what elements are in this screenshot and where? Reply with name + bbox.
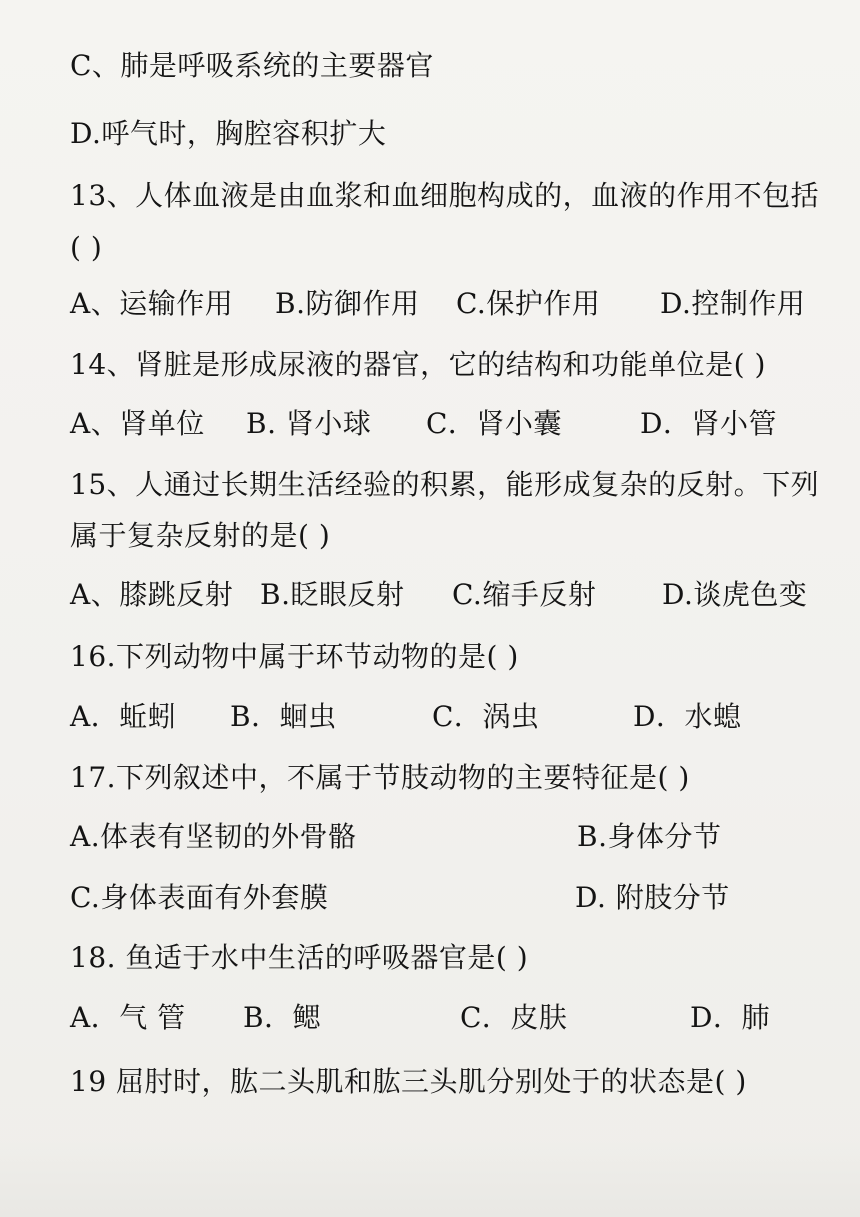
question-16-text: 16.下列动物中属于环节动物的是( )	[70, 640, 519, 673]
q15-option-b: B.眨眼反射	[260, 578, 405, 611]
question-18-text: 18. 鱼适于水中生活的呼吸器官是( )	[70, 941, 529, 974]
q15-option-a: A、膝跳反射	[70, 578, 234, 611]
question-14-options	[70, 406, 808, 442]
q18-option-d: D．肺	[690, 1001, 770, 1034]
question-15-text: 15、人通过长期生活经验的积累，能形成复杂的反射。下列	[70, 468, 820, 501]
question-13-bracket: ( )	[70, 231, 103, 264]
q14-option-c: C．肾小囊	[426, 407, 562, 440]
q14-option-a: A、肾单位	[70, 407, 205, 440]
question-17-options-row-2	[70, 880, 808, 916]
q14-option-d: D．肾小管	[640, 407, 777, 440]
q18-option-c: C．皮肤	[460, 1001, 568, 1034]
question-14-text: 14、肾脏是形成尿液的器官，它的结构和功能单位是( )	[70, 348, 766, 381]
q17-option-d: D. 附肢分节	[575, 881, 730, 914]
question-19-text: 19 屈肘时，肱二头肌和肱三头肌分别处于的状态是( )	[70, 1065, 747, 1098]
q15-option-c: C.缩手反射	[452, 578, 597, 611]
q17-option-a: A.体表有坚韧的外骨骼	[70, 820, 357, 853]
q16-option-a: A．蚯蚓	[70, 700, 177, 733]
q15-option-d: D.谈虎色变	[662, 578, 808, 611]
option-d-exhale: D.呼气时，胸腔容积扩大	[70, 117, 387, 150]
question-16-options	[70, 699, 808, 735]
q18-option-a: A．气 管	[70, 1001, 186, 1034]
q16-option-d: D．水螅	[633, 700, 742, 733]
question-13-options	[70, 286, 808, 322]
option-c-lung: C、肺是呼吸系统的主要器官	[70, 49, 434, 82]
q16-option-c: C．涡虫	[432, 700, 540, 733]
question-17-options-row-1	[70, 819, 808, 855]
q17-option-c: C.身体表面有外套膜	[70, 881, 329, 914]
question-18-options	[70, 1000, 808, 1036]
question-15-options	[70, 577, 808, 613]
q18-option-b: B．鳃	[243, 1001, 322, 1034]
question-13-text: 13、人体血液是由血浆和血细胞构成的，血液的作用不包括	[70, 179, 820, 212]
question-17-text: 17.下列叙述中，不属于节肢动物的主要特征是( )	[70, 761, 690, 794]
q13-option-a: A、运输作用	[70, 287, 234, 320]
q14-option-b: B. 肾小球	[246, 407, 372, 440]
q17-option-b: B.身体分节	[577, 820, 722, 853]
q16-option-b: B．蛔虫	[230, 700, 337, 733]
q13-option-d: D.控制作用	[660, 287, 806, 320]
q13-option-b: B.防御作用	[275, 287, 420, 320]
q13-option-c: C.保护作用	[456, 287, 601, 320]
question-15-text-continued: 属于复杂反射的是( )	[70, 519, 331, 552]
page-bottom-shade	[0, 1140, 860, 1217]
